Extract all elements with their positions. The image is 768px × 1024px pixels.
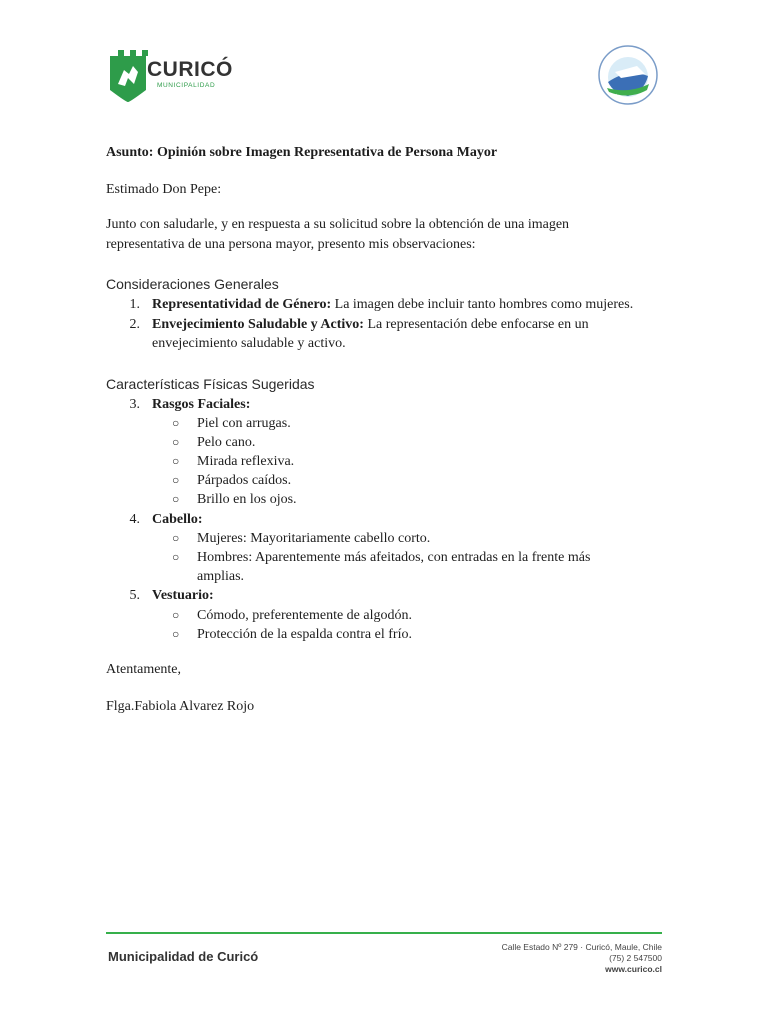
closing: Atentamente, — [106, 662, 182, 677]
bullet-icon: ○ — [172, 454, 180, 468]
item-text: La representación debe enfocarse en un — [363, 317, 589, 332]
footer-address: Calle Estado Nº 279 · Curicó, Maule, Chile — [501, 942, 662, 952]
bullet-icon: ○ — [172, 492, 180, 506]
intro-line-1: Junto con saludarle, y en respuesta a su solicitud sobre la obtención de una imagen — [106, 217, 570, 232]
footer-phone: (75) 2 547500 — [609, 953, 662, 963]
item-label: Representatividad de Género: — [152, 297, 332, 312]
item-text: La imagen debe incluir tanto hombres como mujeres. — [331, 297, 634, 312]
section-heading-physical: Características Físicas Sugeridas — [106, 376, 315, 392]
bullet-icon: ○ — [172, 627, 180, 641]
item-label: Vestuario: — [152, 588, 214, 603]
signature: Flga.Fabiola Alvarez Rojo — [106, 699, 255, 714]
svg-text:★: ★ — [623, 98, 629, 104]
footer-website-link[interactable]: www.curico.cl — [605, 964, 662, 974]
item-number: 5. — [129, 588, 140, 603]
item-text-continued: envejecimiento saludable y activo. — [152, 336, 346, 351]
footer-contact — [502, 942, 662, 975]
environmental-seal-icon — [597, 44, 659, 106]
item-label: Envejecimiento Saludable y Activo: — [152, 317, 364, 332]
svg-text:★: ★ — [614, 94, 620, 100]
bullet-icon: ○ — [172, 435, 180, 449]
item-number: 3. — [129, 397, 140, 412]
item-number: 2. — [129, 317, 140, 332]
subject-line: Asunto: Opinión sobre Imagen Representativa de Persona Mayor — [106, 145, 498, 160]
item-label: Rasgos Faciales: — [152, 397, 251, 412]
bullet-icon: ○ — [172, 608, 180, 622]
footer-organization: Municipalidad de Curicó — [108, 949, 259, 964]
greeting: Estimado Don Pepe: — [106, 182, 222, 197]
brand-subtitle: MUNICIPALIDAD — [157, 82, 216, 89]
bullet-item-continued: amplias. — [197, 569, 245, 584]
bullet-icon: ○ — [172, 531, 180, 545]
footer-divider — [106, 932, 662, 934]
bullet-icon: ○ — [172, 416, 180, 430]
bullet-icon: ○ — [172, 550, 180, 564]
brand-name: CURICÓ — [147, 58, 233, 81]
bullet-icon: ○ — [172, 473, 180, 487]
item-number: 4. — [129, 512, 140, 527]
section-heading-general: Consideraciones Generales — [106, 276, 279, 292]
item-number: 1. — [129, 297, 140, 312]
item-label: Cabello: — [152, 512, 203, 527]
intro-line-2: representativa de una persona mayor, presento mis observaciones: — [106, 237, 476, 252]
